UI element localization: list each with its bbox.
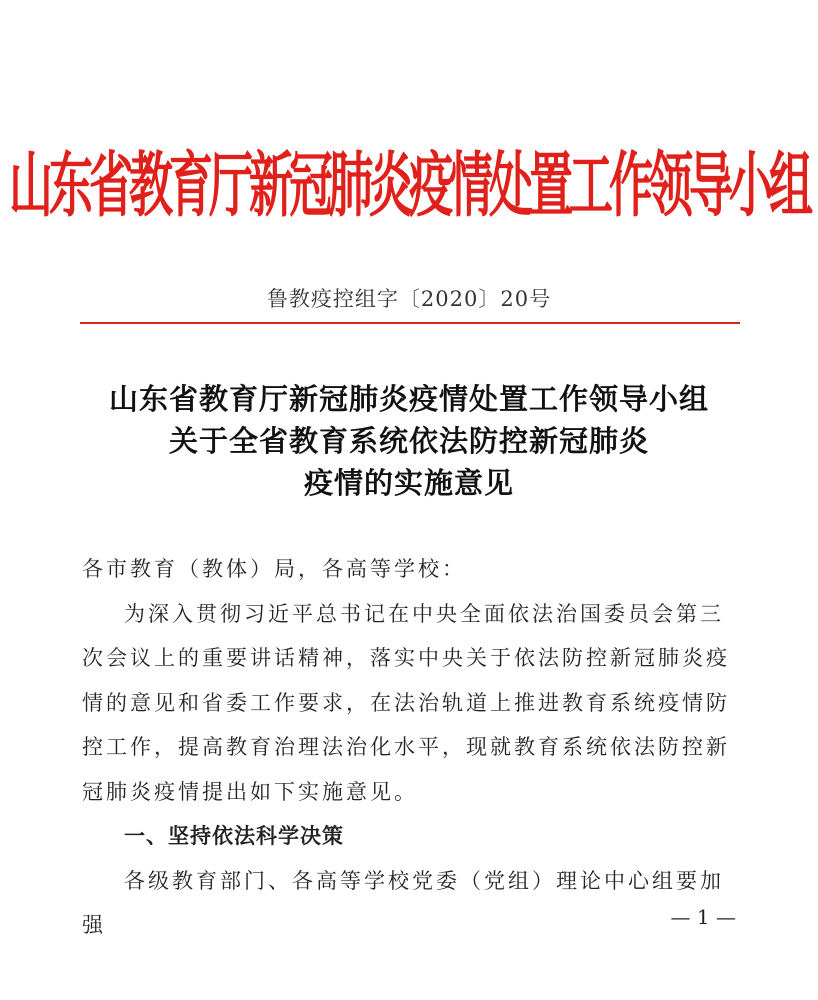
document-body (82, 547, 742, 948)
document-subject (0, 378, 818, 504)
salutation: 各市教育（教体）局，各高等学校： (82, 557, 466, 581)
section-1-heading: 一、坚持依法科学决策 (124, 824, 344, 848)
section-1-text: 各级教育部门、各高等学校党委（党组）理论中心组要加强 (82, 868, 724, 937)
issuing-organization-title: 山东省教育厅新冠肺炎疫情处置工作领导小组 (9, 145, 809, 228)
red-divider-line (80, 322, 740, 324)
document-number: 鲁教疫控组字〔2020〕20号 (266, 287, 552, 311)
subject-line-1: 山东省教育厅新冠肺炎疫情处置工作领导小组 (108, 382, 709, 416)
intro-paragraph: 为深入贯彻习近平总书记在中央全面依法治国委员会第三次会议上的重要讲话精神，落实中央关于依法防控新冠肺炎疫情的意见和省委工作要求，在法治轨道上推进教育系统疫情防控工作，提高教育治理法治化水平，现就教育系统依法防控新冠肺炎疫情提出如下实施意见。 (82, 601, 730, 804)
subject-line-2: 关于全省教育系统依法防控新冠肺炎 (168, 424, 649, 458)
page-number: — 1 — (670, 905, 736, 929)
subject-line-3: 疫情的实施意见 (303, 466, 514, 500)
